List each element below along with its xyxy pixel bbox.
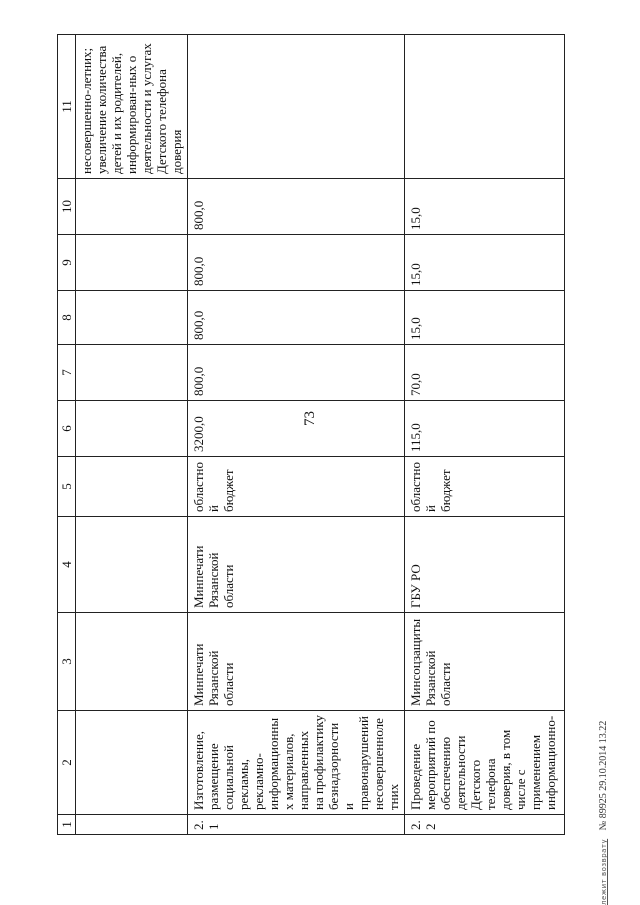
document-footer <box>598 605 620 905</box>
responsible-cell: Минсоцзащиты Рязанской области <box>405 613 565 711</box>
document-reference: № 89925 29.10.2014 13.22 <box>598 720 609 831</box>
col-number: 3 <box>58 613 76 711</box>
page-number: 73 <box>302 411 318 426</box>
table-row <box>188 35 405 835</box>
row-number: 2.1 <box>188 815 405 835</box>
year-value: 15,0 <box>405 179 565 235</box>
result-cell <box>405 35 565 179</box>
row-number: 2.2 <box>405 815 565 835</box>
year-value: 800,0 <box>188 291 405 345</box>
program-table <box>57 34 565 835</box>
year-value: 800,0 <box>188 345 405 401</box>
col-number: 10 <box>58 179 76 235</box>
year-value: 15,0 <box>405 235 565 291</box>
rotated-table-container <box>57 35 612 835</box>
col-number: 4 <box>58 517 76 613</box>
col-number: 6 <box>58 401 76 457</box>
year-value: 800,0 <box>188 179 405 235</box>
participant-cell: Минпечати Рязанской области <box>188 517 405 613</box>
activity-name: Проведение мероприятий по обеспечению деятельности Детского телефона доверия, в том числе с применением информационно- <box>405 711 565 815</box>
total-cell: 3200,0 <box>188 401 405 457</box>
col-number: 1 <box>58 815 76 835</box>
col-number: 2 <box>58 711 76 815</box>
responsible-cell: Минпечати Рязанской области <box>188 613 405 711</box>
col-number: 9 <box>58 235 76 291</box>
result-cell: несовершенно-летних; увеличение количества детей и их родителей, информирован-ных о деятельности и услугах Детского телефона доверия <box>76 35 188 179</box>
table-row <box>76 35 188 835</box>
source-cell: областной бюджет <box>188 457 405 517</box>
registration-stamp: лежит возврату <box>600 838 608 905</box>
year-value: 70,0 <box>405 345 565 401</box>
source-cell: областной бюджет <box>405 457 565 517</box>
col-number: 8 <box>58 291 76 345</box>
year-value: 15,0 <box>405 291 565 345</box>
col-number: 5 <box>58 457 76 517</box>
col-number: 7 <box>58 345 76 401</box>
total-cell: 115,0 <box>405 401 565 457</box>
table-row <box>405 35 565 835</box>
year-value: 800,0 <box>188 235 405 291</box>
participant-cell: ГБУ РО <box>405 517 565 613</box>
column-number-row <box>58 35 76 835</box>
result-cell <box>188 35 405 179</box>
col-number: 11 <box>58 35 76 179</box>
activity-name: Изготовление, размещение социальной рекламы, рекламно-информационных материалов, направленных на профилактику безнадзорности и правонарушений несовершеннолетних <box>188 711 405 815</box>
